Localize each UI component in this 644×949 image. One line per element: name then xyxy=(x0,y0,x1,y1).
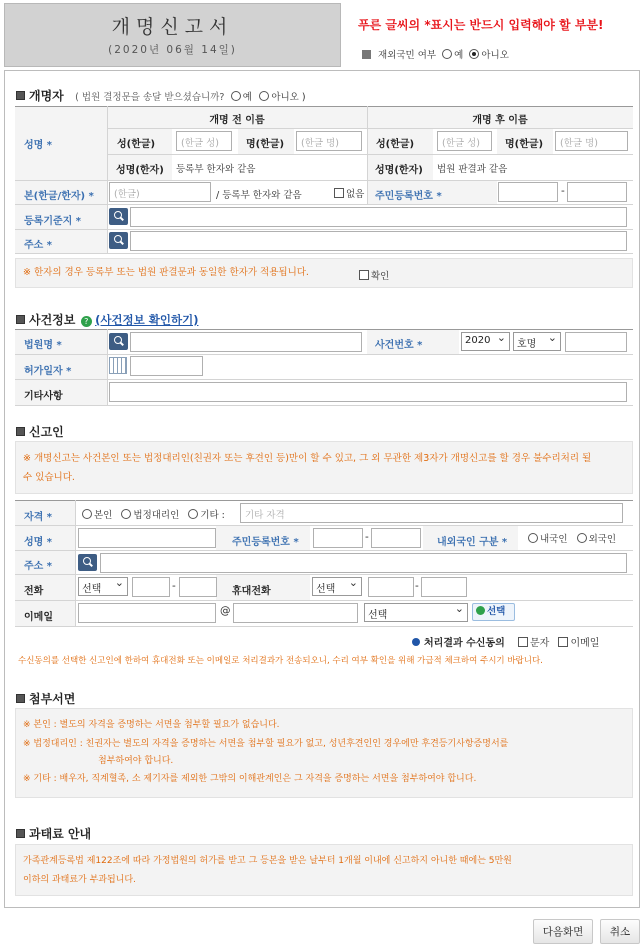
consent-email-checkbox[interactable] xyxy=(558,637,568,647)
hanja-confirm xyxy=(359,268,389,282)
question-no-radio[interactable] xyxy=(259,91,269,101)
address-input[interactable] xyxy=(130,231,627,251)
consent-sms-checkbox[interactable] xyxy=(518,637,528,647)
other-label: 기타사항 xyxy=(24,391,63,402)
after-hanja-value: 법원 판결과 같음 xyxy=(437,164,508,175)
after-surname-input[interactable]: (한글 성) xyxy=(437,131,492,151)
base-label: 등록기준지 * xyxy=(24,216,82,227)
mobile-last-input[interactable] xyxy=(421,577,467,597)
reporter-note: ※ 개명신고는 사건본인 또는 법정대리인(친권자 또는 후견인 등)만이 할 수 있고, 그 외 무관한 제3자가 개명신고를 할 경우 불수리처리 될 수 있습니다. xyxy=(23,453,592,483)
mobile-mid-input[interactable] xyxy=(368,577,414,597)
case-check-link[interactable]: (사건정보 확인하기) xyxy=(95,313,199,327)
court-input[interactable] xyxy=(130,332,362,352)
reporter-name-input[interactable] xyxy=(78,528,216,548)
email-domain-select[interactable]: 선택 ⌄ xyxy=(364,603,468,622)
qual-options xyxy=(82,507,225,521)
court-search-icon[interactable] xyxy=(109,333,128,350)
fine-section-title xyxy=(16,825,91,842)
foreigner-label: 재외국민 여부 xyxy=(378,50,437,61)
consent-note: 수신동의를 선택한 신고인에 한하여 휴대전화 또는 이메일로 처리결과가 전송되오니, 수리 여부 확인을 위해 가급적 체크하여 주시기 바랍니다. xyxy=(18,656,543,666)
email-btn-label: 선택 xyxy=(487,606,506,617)
email-id-input[interactable] xyxy=(78,603,216,623)
phone-mid-input[interactable] xyxy=(132,577,170,597)
permit-date-input[interactable] xyxy=(130,356,203,376)
consent-sms-label: 문자 xyxy=(529,638,550,649)
before-hanja-label: 성명(한자) xyxy=(116,165,164,176)
email-domain-input[interactable] xyxy=(233,603,358,623)
consent-label: 처리결과 수신동의 xyxy=(424,638,505,649)
qual-legal-label: 법정대리인 xyxy=(133,510,180,521)
after-surname-label: 성(한글) xyxy=(376,139,415,150)
name-label: 성명 * xyxy=(24,140,53,151)
section-icon xyxy=(16,829,25,838)
reporter-rrn-label: 주민등록번호 * xyxy=(232,537,299,548)
question-no-label: 아니오 ) xyxy=(271,92,306,103)
fine-line-1: 가족관계등록법 제122조에 따라 가정법원의 허가를 받고 그 등본을 받은 날부터 1개월 이내에 신고하지 아니한 때에는 5만원 xyxy=(23,856,512,866)
bon-same-text: / 등록부 한자와 같음 xyxy=(216,190,302,201)
form-date: (2020년 06월 14일) xyxy=(108,44,237,56)
form-title: 개명신고서 xyxy=(111,16,234,38)
rrn-front-input[interactable] xyxy=(498,182,558,202)
reporter-address-search-icon[interactable] xyxy=(78,554,97,571)
before-header: 개명 전 이름 xyxy=(209,115,265,126)
qual-other-radio[interactable] xyxy=(188,509,198,519)
after-hanja-label: 성명(한자) xyxy=(375,165,423,176)
base-input[interactable] xyxy=(130,207,627,227)
person-section-title xyxy=(16,87,306,104)
calendar-icon[interactable] xyxy=(109,357,127,374)
cancel-button[interactable]: 취소 xyxy=(600,919,640,944)
fine-line-2: 이하의 과태료가 부과됩니다. xyxy=(23,875,136,885)
consent-email-label: 이메일 xyxy=(570,638,600,649)
base-search-icon[interactable] xyxy=(109,208,128,225)
question-yes-label: 예 xyxy=(242,92,252,103)
phone-last-input[interactable] xyxy=(179,577,217,597)
rrn-back-input[interactable] xyxy=(567,182,627,202)
check-circle-icon xyxy=(476,606,485,615)
after-given-input[interactable]: (한글 명) xyxy=(555,131,628,151)
bon-label: 본(한글/한자) * xyxy=(24,191,94,202)
qual-legal-radio[interactable] xyxy=(121,509,131,519)
reporter-title: 신고인 xyxy=(29,425,64,439)
case-title: 사건정보 xyxy=(29,313,76,327)
case-no-input[interactable] xyxy=(565,332,627,352)
mobile-dash: - xyxy=(415,580,419,592)
address-search-icon[interactable] xyxy=(109,232,128,249)
hanja-note: ※ 한자의 경우 등록부 또는 법원 판결문과 동일한 한자가 적용됩니다. xyxy=(23,267,309,278)
email-at: @ xyxy=(220,605,231,617)
nation-local-label: 내국인 xyxy=(540,534,568,545)
reporter-address-label: 주소 * xyxy=(24,561,53,572)
case-year-select[interactable]: 2020 ⌄ xyxy=(461,332,510,351)
mobile-label: 휴대전화 xyxy=(232,586,271,597)
nation-foreign-radio[interactable] xyxy=(577,533,587,543)
fine-title: 과태료 안내 xyxy=(29,827,92,841)
section-icon xyxy=(16,694,25,703)
reporter-rrn-dash: - xyxy=(365,531,369,543)
before-surname-input[interactable]: (한글 성) xyxy=(176,131,232,151)
hanja-confirm-checkbox[interactable] xyxy=(359,270,369,280)
before-surname-label: 성(한글) xyxy=(117,139,156,150)
court-label: 법원명 * xyxy=(24,340,62,351)
bon-none xyxy=(334,186,364,200)
consent-row xyxy=(412,634,599,649)
bon-none-checkbox[interactable] xyxy=(334,188,344,198)
before-given-input[interactable]: (한글 명) xyxy=(296,131,362,151)
qual-self-radio[interactable] xyxy=(82,509,92,519)
required-notice: 푸른 글씨의 *표시는 반드시 입력해야 할 부분! xyxy=(358,18,604,32)
reporter-section-title xyxy=(16,423,64,440)
qual-other-label: 기타 : xyxy=(200,510,225,521)
foreigner-no-label: 아니오 xyxy=(481,50,509,61)
address-label: 주소 * xyxy=(24,240,53,251)
section-icon xyxy=(16,315,25,324)
phone-dash-1: - xyxy=(172,580,176,592)
rrn-dash: - xyxy=(561,185,565,197)
email-label: 이메일 xyxy=(24,612,53,623)
after-header: 개명 후 이름 xyxy=(472,115,528,126)
nation-options xyxy=(528,531,616,545)
email-select-button[interactable] xyxy=(472,603,515,621)
nation-foreign-label: 외국인 xyxy=(588,534,617,545)
mobile-select[interactable]: 선택 ⌄ xyxy=(312,577,362,596)
question-yes-radio[interactable] xyxy=(231,91,241,101)
attach-section-title xyxy=(16,690,75,707)
before-hanja-value: 등록부 한자와 같음 xyxy=(176,164,256,175)
permit-date-label: 허가일자 * xyxy=(24,366,72,377)
arrow-icon xyxy=(362,50,371,59)
phone-label: 전화 xyxy=(24,586,44,597)
bon-input[interactable]: (한글) xyxy=(109,182,211,202)
attach-line-3: ※ 기타 : 배우자, 직계혈족, 소 제기자를 제외한 그밖의 이해관계인은 그 자격을 증명하는 서면을 첨부하여야 합니다. xyxy=(23,774,477,784)
other-input[interactable] xyxy=(109,382,627,402)
reporter-name-label: 성명 * xyxy=(24,537,53,548)
reporter-rrn-front-input[interactable] xyxy=(313,528,363,548)
case-no-label: 사건번호 * xyxy=(375,340,423,351)
court-question: ( 법원 결정문을 송달 받으셨습니까? xyxy=(75,92,225,103)
qual-other-input[interactable]: 기타 자격 xyxy=(240,503,623,523)
foreigner-no-radio[interactable] xyxy=(469,49,479,59)
case-section-title xyxy=(16,311,198,328)
bon-none-label: 없음 xyxy=(346,189,365,200)
qual-label: 자격 * xyxy=(24,512,53,523)
foreigner-row xyxy=(362,47,509,61)
attach-line-2b: 첨부하여야 합니다. xyxy=(98,756,174,766)
section-icon xyxy=(16,91,25,100)
next-button[interactable]: 다음화면 xyxy=(533,919,593,944)
section-icon xyxy=(16,427,25,436)
nation-label: 내외국인 구분 * xyxy=(437,537,508,548)
nation-local-radio[interactable] xyxy=(528,533,538,543)
reporter-rrn-back-input[interactable] xyxy=(371,528,421,548)
person-title: 개명자 xyxy=(29,89,64,103)
attach-line-1: ※ 본인 : 별도의 자격을 증명하는 서면을 첨부할 필요가 없습니다. xyxy=(23,720,280,730)
phone-select[interactable]: 선택 ⌄ xyxy=(78,577,128,596)
attach-title: 첨부서면 xyxy=(29,692,76,706)
after-given-label: 명(한글) xyxy=(505,139,544,150)
attach-line-2: ※ 법정대리인 : 친권자는 별도의 자격을 증명하는 서면을 첨부할 필요가 없고, 성년후견인인 경우에만 후견등기사항증명서를 xyxy=(23,739,509,749)
hanja-confirm-label: 확인 xyxy=(371,271,390,282)
rrn-label: 주민등록번호 * xyxy=(375,191,442,202)
reporter-address-input[interactable] xyxy=(100,553,627,573)
arrow-icon xyxy=(412,638,420,646)
foreigner-yes-label: 예 xyxy=(454,50,464,61)
help-icon[interactable]: ? xyxy=(81,316,92,327)
qual-self-label: 본인 xyxy=(94,510,113,521)
before-given-label: 명(한글) xyxy=(246,139,285,150)
foreigner-yes-radio[interactable] xyxy=(442,49,452,59)
case-type-select[interactable]: 호명 ⌄ xyxy=(513,332,561,351)
